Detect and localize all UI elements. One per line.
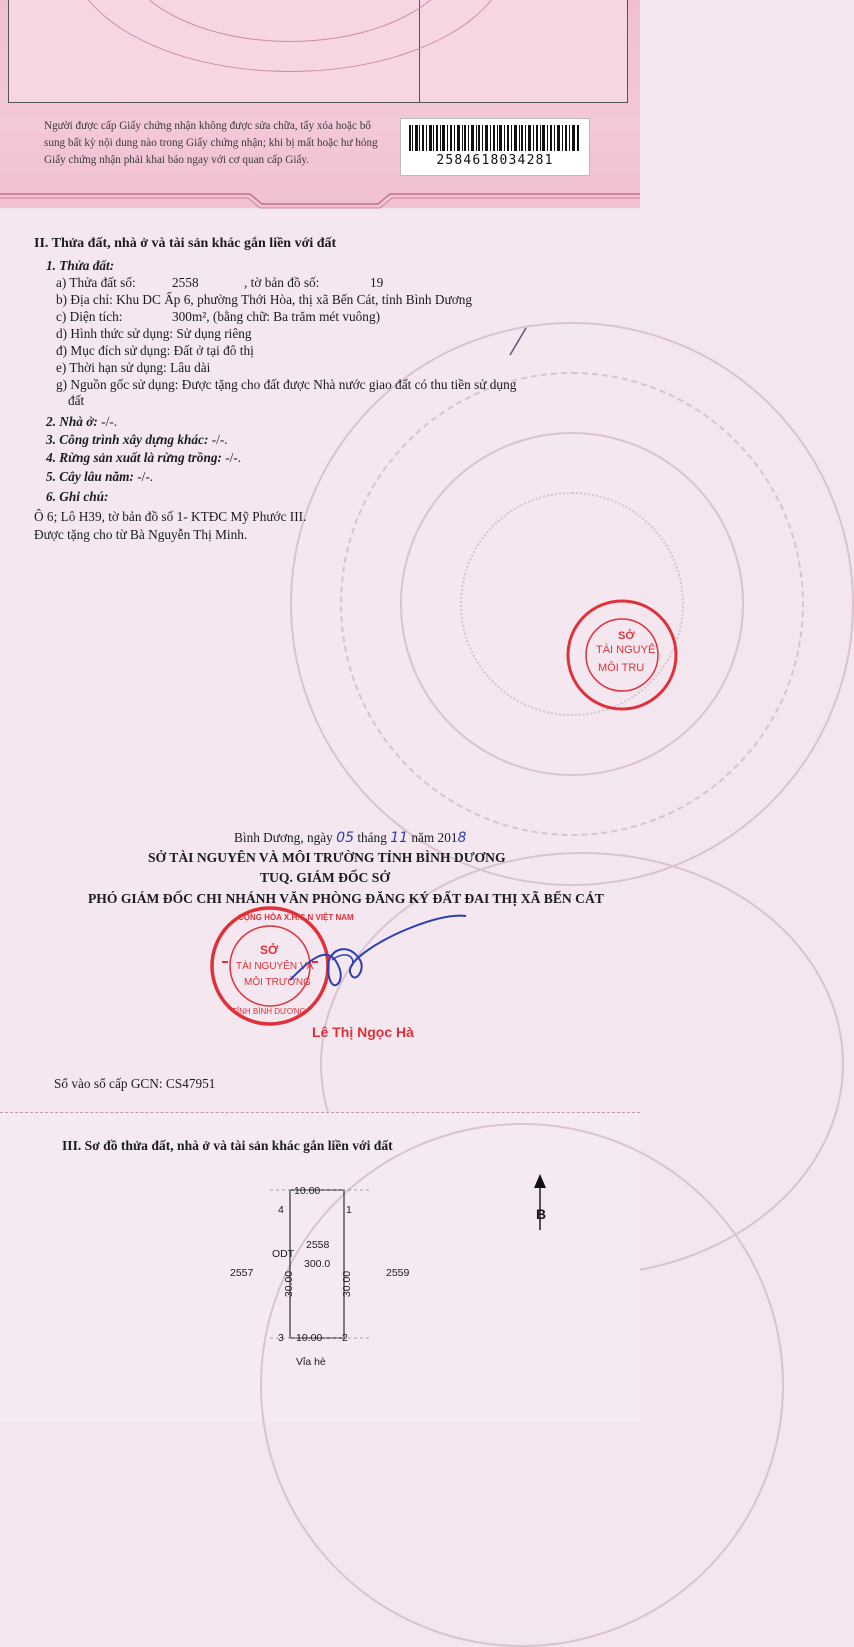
use-origin: g) Nguồn gốc sử dụng: Được tặng cho đất được Nhà nước giao đất có thu tiền sử dụng	[56, 377, 517, 392]
issuing-department: SỞ TÀI NGUYÊN VÀ MÔI TRƯỜNG TỈNH BÌNH DƯƠNG	[148, 850, 506, 865]
year-label: năm 201	[411, 830, 458, 845]
top-frame	[8, 0, 628, 103]
area-label: c) Diện tích:	[56, 309, 123, 324]
forest-value: -/-.	[221, 450, 242, 465]
right-side-length: 30.00	[341, 1270, 354, 1298]
stamp-bottom-text: TỈNH BÌNH DƯƠNG	[232, 1007, 306, 1016]
use-term: e) Thời hạn sử dụng: Lâu dài	[56, 360, 211, 375]
works-value: -/-.	[208, 432, 228, 447]
stamp-text-1: SỞ	[260, 943, 279, 957]
warning-text: Người được cấp Giấy chứng nhận không được sửa chữa, tẩy xóa hoặc bổ sung bất kỳ nội dung nào trong Giấy chứng nhận; khi bị mất hoặc hư hỏng Giấy chứng nhận phải khai báo ngay với cơ quan cấp Giấy.	[44, 120, 378, 166]
stamp-ring-text: CỘNG HÒA X.H.C.N VIỆT NAM	[238, 913, 354, 922]
barcode-bars	[409, 125, 581, 151]
notes-heading: 6. Ghi chú:	[46, 489, 109, 504]
forest-row	[46, 450, 241, 466]
corner-4: 4	[278, 1204, 284, 1216]
section-2-title: II. Thửa đất, nhà ở và tài sản khác gắn liền với đất	[34, 236, 337, 251]
bottom-side-length: 10.00	[296, 1332, 323, 1344]
use-form: d) Hình thức sử dụng: Sử dụng riêng	[56, 326, 252, 341]
signing-month: 11	[390, 830, 409, 846]
handwritten-signature	[270, 900, 470, 1010]
parcel-number-label: a) Thửa đất số:	[56, 275, 136, 290]
section-3-title: III. Sơ đồ thửa đất, nhà ở và tài sản khác gắn liền với đất	[62, 1138, 393, 1153]
trees-row	[46, 469, 153, 485]
address: b) Địa chỉ: Khu DC Ấp 6, phường Thới Hòa, thị xã Bến Cát, tỉnh Bình Dương	[56, 292, 473, 307]
month-label: tháng	[357, 830, 387, 845]
decorative-border	[0, 190, 640, 210]
land-use-code: ODT	[272, 1248, 295, 1260]
note-line-2: Được tặng cho từ Bà Nguyễn Thị Minh.	[34, 527, 248, 542]
barcode	[400, 118, 590, 176]
map-sheet-number: 19	[370, 275, 384, 290]
corner-2: 2	[342, 1332, 348, 1344]
house-row	[46, 414, 117, 430]
barcode-number: 2584618034281	[436, 153, 554, 168]
gcn-entry	[54, 1076, 215, 1092]
trees-value: -/-.	[133, 469, 154, 484]
left-neighbor-parcel: 2557	[230, 1267, 254, 1279]
note-line-1: Ô 6; Lô H39, tờ bản đồ số 1- KTĐC Mỹ Phước III.	[34, 509, 307, 524]
deputy-director-line: PHÓ GIÁM ĐỐC CHI NHÁNH VĂN PHÒNG ĐĂNG KÝ ĐẤT ĐAI THỊ XÃ BẾN CÁT	[88, 891, 604, 906]
gcn-number: CS47951	[165, 1076, 216, 1091]
parcel-number-label: 2558	[306, 1239, 330, 1251]
side-stamp-text-3: MÔI TRU	[598, 662, 645, 674]
sidewalk-label: Vỉa hè	[296, 1356, 326, 1368]
corner-3: 3	[278, 1332, 284, 1344]
signing-place-date	[234, 830, 466, 846]
map-sheet-label: , tờ bản đồ số:	[244, 275, 320, 290]
use-purpose: đ) Mục đích sử dụng: Đất ở tại đô thị	[56, 343, 254, 358]
side-stamp-text-2: TÀI NGUYÊ	[596, 644, 656, 656]
use-origin-cont: đất	[68, 393, 85, 408]
gcn-label: Sổ vào sổ cấp GCN:	[54, 1076, 163, 1091]
works-row	[46, 432, 228, 448]
trees-label: 5. Cây lâu năm:	[46, 469, 134, 484]
house-label: 2. Nhà ở:	[46, 414, 98, 429]
left-side-length: 30.00	[283, 1270, 296, 1298]
area-value: 300m², (bằng chữ: Ba trăm mét vuông)	[172, 309, 381, 324]
signing-year-digit: 8	[457, 830, 467, 846]
house-value: -/-.	[97, 414, 118, 429]
parcel-number: 2558	[172, 275, 199, 290]
certificate-top-band	[0, 0, 640, 208]
works-label: 3. Công trình xây dựng khác:	[46, 432, 209, 447]
stamp-text-2: TÀI NGUYÊN VÀ	[236, 961, 314, 972]
north-label: B	[536, 1206, 547, 1222]
forest-label: 4. Rừng sản xuất là rừng trồng:	[46, 450, 222, 465]
signing-day: 05	[336, 830, 354, 846]
corner-1: 1	[346, 1204, 352, 1216]
place-date-label: Bình Dương, ngày	[234, 830, 333, 845]
parcel-heading: 1. Thửa đất:	[46, 258, 115, 273]
pen-tick-mark	[500, 325, 530, 360]
tuq-line: TUQ. GIÁM ĐỐC SỞ	[260, 870, 390, 885]
parcel-area-label: 300.0	[304, 1258, 331, 1270]
signer-name: Lê Thị Ngọc Hà	[312, 1024, 414, 1040]
top-side-length: 10.00	[294, 1185, 321, 1197]
stamp-text-3: MÔI TRƯỜNG	[244, 977, 311, 988]
right-neighbor-parcel: 2559	[386, 1267, 410, 1279]
side-stamp-text-1: SỞ	[618, 630, 635, 642]
